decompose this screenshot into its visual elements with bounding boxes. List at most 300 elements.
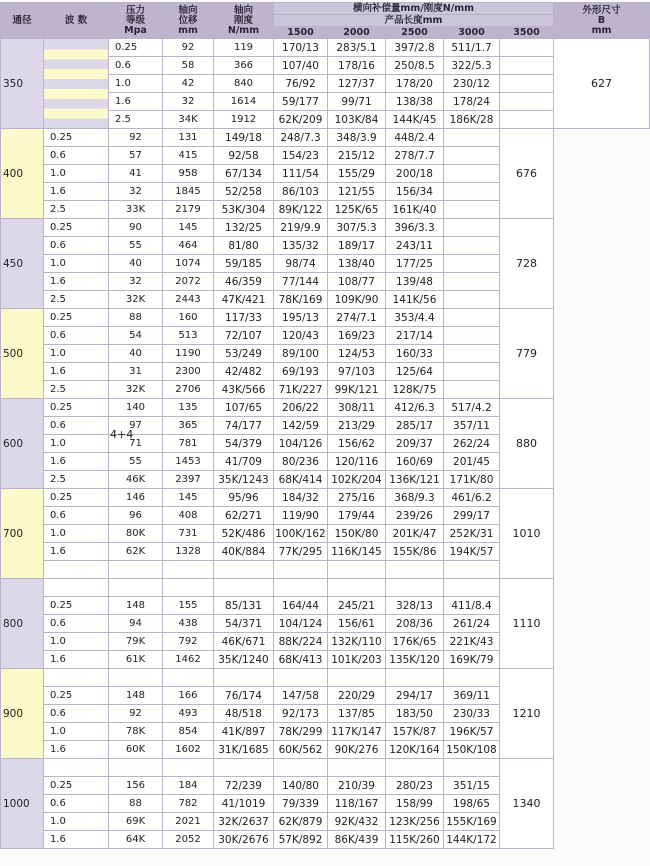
len-1500-cell: 59/185 — [214, 255, 274, 273]
len-2500-cell: 125K/65 — [328, 201, 386, 219]
len-1500-cell: 53K/304 — [214, 201, 274, 219]
len-1500-cell: 30K/2676 — [214, 831, 274, 849]
table-row — [1, 309, 650, 327]
len-3500-cell — [444, 237, 500, 255]
len-2500-cell: 109K/90 — [328, 291, 386, 309]
axial-stiff-cell: 840 — [214, 75, 274, 93]
axial-stiff-cell: 366 — [214, 57, 274, 75]
len-3000-cell: 176K/65 — [386, 633, 444, 651]
axial-stiff-cell: 365 — [163, 417, 214, 435]
len-3500-cell: 252K/31 — [444, 525, 500, 543]
axial-disp-cell: 55 — [109, 453, 163, 471]
len-3500-cell — [444, 147, 500, 165]
len-2000-cell — [274, 561, 328, 579]
len-3500-cell — [444, 669, 500, 687]
len-1500-cell: 52/258 — [214, 183, 274, 201]
len-3500-cell — [444, 165, 500, 183]
axial-disp-cell: 41 — [109, 165, 163, 183]
axial-stiff-cell: 1453 — [163, 453, 214, 471]
table-row — [1, 399, 650, 417]
pressure-cell: 0.25 — [44, 399, 109, 417]
len-3500-cell — [444, 291, 500, 309]
len-2500-cell: 118/167 — [328, 795, 386, 813]
header-axial-disp-l2: 位移 — [178, 14, 198, 26]
len-3500-cell — [500, 39, 554, 57]
len-1500-cell: 54/379 — [214, 435, 274, 453]
len-3500-cell — [500, 111, 554, 129]
len-2500-cell: 90K/276 — [328, 741, 386, 759]
header-pressure-l2: 等级 — [125, 14, 145, 26]
table-row — [1, 759, 650, 777]
len-2500-cell: 144K/45 — [386, 111, 444, 129]
len-2000-cell: 89/100 — [274, 345, 328, 363]
header-outer-l2: B — [597, 14, 606, 26]
pressure-cell: 1.0 — [44, 813, 109, 831]
len-3500-cell: 201/45 — [444, 453, 500, 471]
axial-stiff-cell: 782 — [163, 795, 214, 813]
len-2500-cell: 215/12 — [328, 147, 386, 165]
dn-cell: 900 — [1, 669, 44, 759]
pressure-cell: 0.6 — [44, 795, 109, 813]
len-1500-cell: 149/18 — [214, 129, 274, 147]
axial-stiff-cell: 854 — [163, 723, 214, 741]
len-3000-cell: 396/3.3 — [386, 219, 444, 237]
len-1500-cell — [214, 579, 274, 597]
pressure-cell: 0.25 — [44, 489, 109, 507]
len-2000-cell: 178/16 — [328, 57, 386, 75]
len-1500-cell: 42/482 — [214, 363, 274, 381]
axial-disp-cell: 140 — [109, 399, 163, 417]
len-2500-cell: 108/77 — [328, 273, 386, 291]
axial-stiff-cell: 135 — [163, 399, 214, 417]
outer-dim-cell: 1340 — [500, 759, 554, 849]
len-3500-cell — [444, 273, 500, 291]
axial-disp-cell: 71 — [109, 435, 163, 453]
pressure-cell: 1.0 — [44, 633, 109, 651]
len-3500-cell: 357/11 — [444, 417, 500, 435]
len-1500-cell: 92/58 — [214, 147, 274, 165]
axial-stiff-cell: 1074 — [163, 255, 214, 273]
len-2000-cell: 195/13 — [274, 309, 328, 327]
axial-stiff-cell — [163, 759, 214, 777]
len-2500-cell: 155/29 — [328, 165, 386, 183]
pressure-cell: 2.5 — [44, 471, 109, 489]
axial-stiff-cell: 1912 — [214, 111, 274, 129]
len-2500-cell: 179/44 — [328, 507, 386, 525]
len-2000-cell: 103K/84 — [328, 111, 386, 129]
len-2000-cell: 69/193 — [274, 363, 328, 381]
len-1500-cell: 72/239 — [214, 777, 274, 795]
axial-disp-cell: 34K — [163, 111, 214, 129]
len-1500-cell: 72/107 — [214, 327, 274, 345]
pressure-cell: 1.6 — [44, 651, 109, 669]
axial-stiff-cell: 145 — [163, 489, 214, 507]
pressure-cell: 1.6 — [44, 543, 109, 561]
len-3000-cell: 136K/121 — [386, 471, 444, 489]
axial-disp-cell: 42 — [163, 75, 214, 93]
len-2500-cell: 97/103 — [328, 363, 386, 381]
len-1500-cell: 41/709 — [214, 453, 274, 471]
len-2000-cell: 98/74 — [274, 255, 328, 273]
axial-stiff-cell: 464 — [163, 237, 214, 255]
len-2000-cell: 147/58 — [274, 687, 328, 705]
len-3500-cell: 155K/169 — [444, 813, 500, 831]
len-2500-cell: 156/62 — [328, 435, 386, 453]
axial-disp-cell: 97 — [109, 417, 163, 435]
header-outer-l1: 外形尺寸 — [582, 4, 621, 16]
len-2500-cell: 250/8.5 — [386, 57, 444, 75]
len-3000-cell: 448/2.4 — [386, 129, 444, 147]
len-3500-cell — [444, 759, 500, 777]
len-3500-cell: 262/24 — [444, 435, 500, 453]
pressure-cell: 1.6 — [44, 273, 109, 291]
table-row — [1, 489, 650, 507]
len-2000-cell — [274, 579, 328, 597]
len-2500-cell: 245/21 — [328, 597, 386, 615]
pressure-cell: 0.6 — [44, 507, 109, 525]
outer-dim-cell: 1210 — [500, 669, 554, 759]
header-dn: 通径 — [1, 3, 44, 39]
header-length-title: 产品长度mm — [274, 15, 554, 27]
len-2500-cell: 138/38 — [386, 93, 444, 111]
pressure-cell: 1.6 — [44, 831, 109, 849]
len-3000-cell: 200/18 — [386, 165, 444, 183]
len-3000-cell: 294/17 — [386, 687, 444, 705]
len-2000-cell: 79/339 — [274, 795, 328, 813]
len-3000-cell: 511/1.7 — [444, 39, 500, 57]
axial-stiff-cell: 2021 — [163, 813, 214, 831]
len-1500-cell: 117/33 — [214, 309, 274, 327]
len-2000-cell: 100K/162 — [274, 525, 328, 543]
axial-disp-cell: 64K — [109, 831, 163, 849]
axial-stiff-cell: 184 — [163, 777, 214, 795]
axial-disp-cell: 46K — [109, 471, 163, 489]
len-1500-cell: 62/271 — [214, 507, 274, 525]
len-3500-cell: 196K/57 — [444, 723, 500, 741]
len-1500-cell: 62K/209 — [274, 111, 328, 129]
len-1500-cell: 53/249 — [214, 345, 274, 363]
len-2500-cell: 213/29 — [328, 417, 386, 435]
len-1500-cell: 35K/1243 — [214, 471, 274, 489]
group-dn-700 — [1, 489, 650, 579]
len-3500-cell — [444, 579, 500, 597]
axial-disp-cell: 61K — [109, 651, 163, 669]
pressure-cell: 0.25 — [44, 597, 109, 615]
axial-stiff-cell: 2179 — [163, 201, 214, 219]
len-2500-cell — [328, 561, 386, 579]
pressure-cell: 0.25 — [44, 129, 109, 147]
len-3500-cell — [500, 75, 554, 93]
group-dn-800 — [1, 579, 650, 669]
header-axial-disp-l3: mm — [178, 24, 198, 36]
axial-stiff-cell: 1328 — [163, 543, 214, 561]
len-2500-cell: 156/61 — [328, 615, 386, 633]
axial-stiff-cell: 160 — [163, 309, 214, 327]
axial-stiff-cell: 1462 — [163, 651, 214, 669]
len-2500-cell: 124/53 — [328, 345, 386, 363]
len-2500-cell: 308/11 — [328, 399, 386, 417]
len-2500-cell: 92K/432 — [328, 813, 386, 831]
len-3500-cell: 150K/108 — [444, 741, 500, 759]
outer-dim-cell: 676 — [500, 129, 554, 219]
len-3000-cell — [386, 579, 444, 597]
pressure-cell: 0.6 — [44, 615, 109, 633]
pressure-cell — [44, 561, 109, 579]
len-1500-cell: 74/177 — [214, 417, 274, 435]
len-2000-cell: 78K/169 — [274, 291, 328, 309]
len-3000-cell: 285/17 — [386, 417, 444, 435]
table-row — [1, 669, 650, 687]
len-3000-cell: 243/11 — [386, 237, 444, 255]
len-2000-cell: 77K/295 — [274, 543, 328, 561]
header-outer — [554, 3, 650, 39]
axial-stiff-cell: 145 — [163, 219, 214, 237]
group-dn-400 — [1, 129, 650, 219]
len-3000-cell: 278/7.7 — [386, 147, 444, 165]
len-1500-cell: 47K/421 — [214, 291, 274, 309]
pressure-cell: 1.6 — [44, 453, 109, 471]
len-3500-cell — [500, 57, 554, 75]
len-1500-cell: 41K/897 — [214, 723, 274, 741]
len-2000-cell: 92/173 — [274, 705, 328, 723]
len-3500-cell — [444, 201, 500, 219]
len-3500-cell: 299/17 — [444, 507, 500, 525]
axial-stiff-cell: 438 — [163, 615, 214, 633]
len-2000-cell: 135/32 — [274, 237, 328, 255]
len-2000-cell: 154/23 — [274, 147, 328, 165]
len-2500-cell: 307/5.3 — [328, 219, 386, 237]
len-3500-cell — [444, 219, 500, 237]
len-2500-cell — [328, 579, 386, 597]
axial-disp-cell: 32 — [163, 93, 214, 111]
len-2500-cell: 210/39 — [328, 777, 386, 795]
group-dn-450 — [1, 219, 650, 309]
pressure-cell: 1.0 — [44, 255, 109, 273]
dn-cell: 400 — [1, 129, 44, 219]
len-1500-cell: 40K/884 — [214, 543, 274, 561]
pressure-cell: 0.6 — [44, 147, 109, 165]
pressure-cell: 0.25 — [44, 687, 109, 705]
header-lateral-title: 横向补偿量mm/刚度N/mm — [274, 3, 554, 15]
len-2000-cell: 77/144 — [274, 273, 328, 291]
len-3500-cell: 198/65 — [444, 795, 500, 813]
header-axial-disp-l1: 轴向 — [178, 4, 198, 16]
axial-disp-cell: 92 — [109, 129, 163, 147]
len-3500-cell — [444, 129, 500, 147]
pressure-cell: 1.6 — [44, 363, 109, 381]
axial-disp-cell: 148 — [109, 687, 163, 705]
axial-disp-cell: 31 — [109, 363, 163, 381]
len-2000-cell: 60K/562 — [274, 741, 328, 759]
len-3000-cell: 155K/86 — [386, 543, 444, 561]
table-row — [1, 39, 650, 57]
group-dn-600 — [1, 399, 650, 489]
len-2000-cell: 78K/299 — [274, 723, 328, 741]
len-2000-cell: 206/22 — [274, 399, 328, 417]
axial-disp-cell: 58 — [163, 57, 214, 75]
len-3000-cell: 208/36 — [386, 615, 444, 633]
outer-dim-cell: 627 — [554, 39, 650, 129]
pressure-cell: 2.5 — [44, 291, 109, 309]
pressure-cell: 0.6 — [44, 327, 109, 345]
len-1500-cell: 31K/1685 — [214, 741, 274, 759]
len-3000-cell: 230/12 — [444, 75, 500, 93]
header-axial-stiff-l2: 刚度 — [233, 14, 253, 26]
len-2000-cell: 184/32 — [274, 489, 328, 507]
axial-disp-cell: 33K — [109, 201, 163, 219]
outer-dim-cell: 728 — [500, 219, 554, 309]
len-3000-cell: 160/69 — [386, 453, 444, 471]
pressure-cell: 0.25 — [109, 39, 163, 57]
dn-cell: 800 — [1, 579, 44, 669]
table-row — [1, 579, 650, 597]
dn-cell: 450 — [1, 219, 44, 309]
len-2000-cell: 89K/122 — [274, 201, 328, 219]
len-2500-cell: 348/3.9 — [328, 129, 386, 147]
len-1500-cell: 76/92 — [274, 75, 328, 93]
pressure-cell: 0.25 — [44, 309, 109, 327]
group-dn-500 — [1, 309, 650, 399]
len-3000-cell: 158/99 — [386, 795, 444, 813]
pressure-cell: 1.0 — [44, 345, 109, 363]
len-3000-cell: 186K/28 — [444, 111, 500, 129]
len-2000-cell: 120/43 — [274, 327, 328, 345]
len-1500-cell: 95/96 — [214, 489, 274, 507]
len-1500-cell: 54/371 — [214, 615, 274, 633]
outer-dim-cell: 1110 — [500, 579, 554, 669]
axial-disp-cell — [109, 669, 163, 687]
pressure-cell: 1.6 — [44, 183, 109, 201]
len-3000-cell: 322/5.3 — [444, 57, 500, 75]
len-2000-cell: 71K/227 — [274, 381, 328, 399]
len-2500-cell — [328, 669, 386, 687]
len-2500-cell: 86K/439 — [328, 831, 386, 849]
axial-stiff-cell: 1602 — [163, 741, 214, 759]
header-length-3000: 3000 — [444, 27, 500, 39]
len-1500-cell: 46K/671 — [214, 633, 274, 651]
len-3500-cell — [444, 363, 500, 381]
len-3500-cell: 230/33 — [444, 705, 500, 723]
axial-disp-cell — [109, 759, 163, 777]
pressure-cell — [44, 669, 109, 687]
dn-cell: 600 — [1, 399, 44, 489]
axial-stiff-cell: 2397 — [163, 471, 214, 489]
len-3000-cell: 239/26 — [386, 507, 444, 525]
axial-disp-cell: 88 — [109, 309, 163, 327]
pressure-cell: 2.5 — [44, 201, 109, 219]
axial-stiff-cell: 2300 — [163, 363, 214, 381]
group-dn-1000 — [1, 759, 650, 849]
axial-stiff-cell: 513 — [163, 327, 214, 345]
axial-stiff-cell: 408 — [163, 507, 214, 525]
axial-disp-cell: 78K — [109, 723, 163, 741]
len-3000-cell: 125/64 — [386, 363, 444, 381]
len-3500-cell: 351/15 — [444, 777, 500, 795]
len-2500-cell: 397/2.8 — [386, 39, 444, 57]
header-pressure-l3: Mpa — [124, 24, 147, 36]
header-length-2000: 2000 — [328, 27, 386, 39]
len-3500-cell — [444, 561, 500, 579]
len-3000-cell: 183/50 — [386, 705, 444, 723]
len-1500-cell — [214, 669, 274, 687]
axial-stiff-cell: 493 — [163, 705, 214, 723]
axial-disp-cell: 148 — [109, 597, 163, 615]
len-2000-cell: 119/90 — [274, 507, 328, 525]
len-2000-cell: 164/44 — [274, 597, 328, 615]
len-2000-cell: 142/59 — [274, 417, 328, 435]
len-1500-cell: 46/359 — [214, 273, 274, 291]
len-1500-cell: 52K/486 — [214, 525, 274, 543]
compensator-table — [0, 2, 650, 849]
header-length-2500: 2500 — [386, 27, 444, 39]
axial-stiff-cell: 2443 — [163, 291, 214, 309]
len-3000-cell: 141K/56 — [386, 291, 444, 309]
axial-disp-cell: 79K — [109, 633, 163, 651]
len-2000-cell: 99/71 — [328, 93, 386, 111]
axial-disp-cell: 62K — [109, 543, 163, 561]
len-2500-cell: 169/23 — [328, 327, 386, 345]
axial-stiff-cell — [163, 561, 214, 579]
len-3000-cell: 161K/40 — [386, 201, 444, 219]
len-1500-cell: 35K/1240 — [214, 651, 274, 669]
axial-disp-cell: 32K — [109, 381, 163, 399]
len-2000-cell: 88K/224 — [274, 633, 328, 651]
len-3000-cell: 209/37 — [386, 435, 444, 453]
len-3000-cell: 115K/260 — [386, 831, 444, 849]
axial-disp-cell: 40 — [109, 255, 163, 273]
len-1500-cell: 107/40 — [274, 57, 328, 75]
pressure-cell: 2.5 — [44, 381, 109, 399]
len-1500-cell: 41/1019 — [214, 795, 274, 813]
axial-stiff-cell: 1614 — [214, 93, 274, 111]
len-2000-cell: 127/37 — [328, 75, 386, 93]
axial-stiff-cell: 155 — [163, 597, 214, 615]
len-1500-cell: 43K/566 — [214, 381, 274, 399]
len-3000-cell: 217/14 — [386, 327, 444, 345]
len-3500-cell: 261/24 — [444, 615, 500, 633]
pressure-cell: 2.5 — [109, 111, 163, 129]
pressure-cell: 0.6 — [44, 705, 109, 723]
len-2000-cell: 219/9.9 — [274, 219, 328, 237]
table-row — [1, 219, 650, 237]
axial-stiff-cell: 2706 — [163, 381, 214, 399]
header-length-3500: 3500 — [500, 27, 554, 39]
len-3000-cell: 120K/164 — [386, 741, 444, 759]
axial-disp-cell: 54 — [109, 327, 163, 345]
len-1500-cell: 170/13 — [274, 39, 328, 57]
header-pressure-l1: 压力 — [125, 4, 145, 16]
pressure-cell: 1.0 — [44, 723, 109, 741]
len-3500-cell: 194K/57 — [444, 543, 500, 561]
len-3000-cell: 156/34 — [386, 183, 444, 201]
len-3000-cell: 280/23 — [386, 777, 444, 795]
len-1500-cell — [214, 561, 274, 579]
len-3000-cell: 128K/75 — [386, 381, 444, 399]
axial-disp-cell: 57 — [109, 147, 163, 165]
header-outer-l3: mm — [591, 24, 612, 36]
axial-stiff-cell — [163, 579, 214, 597]
len-3000-cell: 412/6.3 — [386, 399, 444, 417]
pressure-cell: 0.25 — [44, 219, 109, 237]
len-1500-cell: 81/80 — [214, 237, 274, 255]
len-2000-cell: 111/54 — [274, 165, 328, 183]
len-3500-cell — [444, 345, 500, 363]
axial-stiff-cell: 166 — [163, 687, 214, 705]
axial-stiff-cell: 731 — [163, 525, 214, 543]
len-2500-cell: 137/85 — [328, 705, 386, 723]
axial-disp-cell: 96 — [109, 507, 163, 525]
len-3000-cell: 123K/256 — [386, 813, 444, 831]
